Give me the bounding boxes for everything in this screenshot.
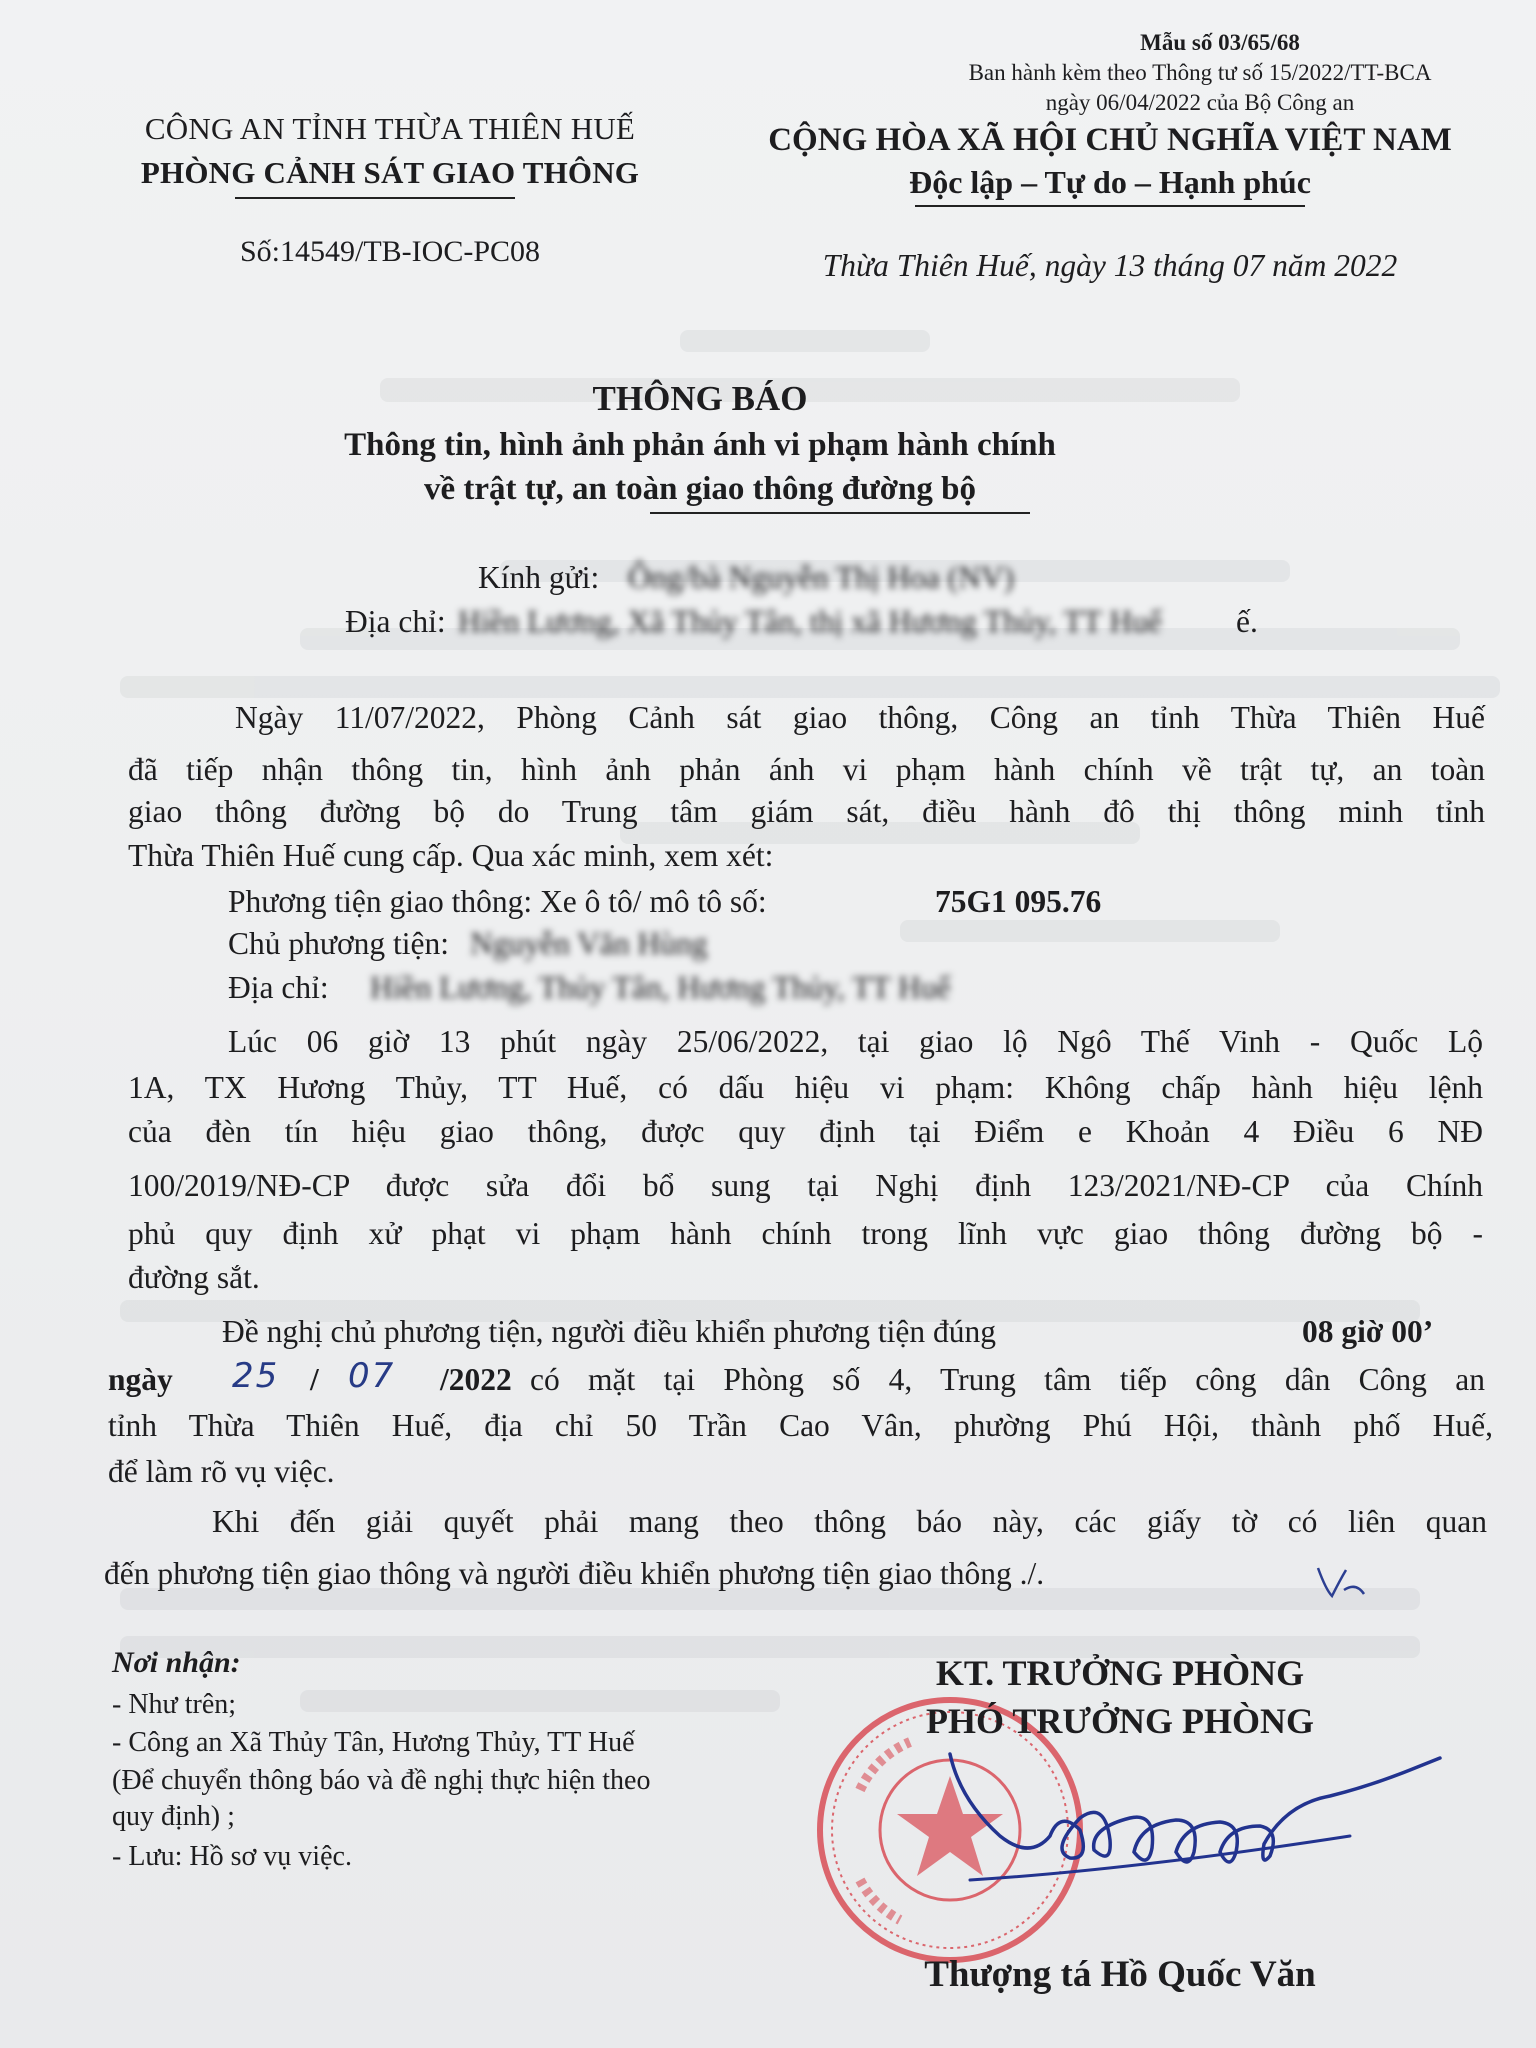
recipients-heading: Nơi nhận: — [112, 1646, 241, 1679]
form-number: Mẫu số 03/65/68 — [1140, 30, 1300, 55]
vehicle-label: Phương tiện giao thông: Xe ô tô/ mô tô số: — [228, 884, 767, 919]
nation-title: CỘNG HÒA XÃ HỘI CHỦ NGHĨA VIỆT NAM — [768, 122, 1452, 158]
owner-address-value: Hiền Lương, Thủy Tân, Hương Thủy, TT Huế — [370, 970, 951, 1005]
doc-subtitle-line1: Thông tin, hình ảnh phản ánh vi phạm hành chính — [344, 427, 1056, 463]
place-date: Thừa Thiên Huế, ngày 13 tháng 07 năm 2022 — [822, 248, 1398, 283]
initials-mark — [1312, 1560, 1372, 1604]
vehicle-plate: 75G1 095.76 — [935, 884, 1102, 919]
p3-date-slash: / — [310, 1362, 319, 1397]
p3-line-1-text: Đề nghị chủ phương tiện, người điều khiển phương tiện đúng — [222, 1314, 996, 1349]
form-issued-line1: Ban hành kèm theo Thông tư số 15/2022/TT-BCA — [968, 60, 1432, 85]
owner-address-label: Địa chỉ: — [228, 970, 329, 1005]
p1-last-line: Thừa Thiên Huế cung cấp. Qua xác minh, xem xét: — [128, 838, 774, 873]
form-issued-line2: ngày 06/04/2022 của Bộ Công an — [1045, 90, 1355, 115]
recipient-item: - Như trên; — [112, 1689, 237, 1720]
p1-line-3: giao thông đường bộ do Trung tâm giám sát, điều hành đô thị thông minh tỉnh — [128, 794, 1485, 829]
agency-parent: CÔNG AN TỈNH THỪA THIÊN HUẾ — [144, 111, 636, 146]
p3-ngay: ngày — [108, 1362, 173, 1397]
p3-last-line: để làm rõ vụ việc. — [108, 1454, 335, 1489]
motto-underline — [915, 205, 1305, 207]
addressee-to-label: Kính gửi: — [478, 560, 600, 595]
owner-label: Chủ phương tiện: — [228, 926, 449, 961]
doc-title: THÔNG BÁO — [592, 379, 808, 418]
motto: Độc lập – Tự do – Hạnh phúc — [909, 164, 1311, 200]
p2-line-2: 1A, TX Hương Thủy, TT Huế, có dấu hiệu vi phạm: Không chấp hành hiệu lệnh — [128, 1070, 1483, 1105]
recipient-item: (Để chuyển thông báo và đề nghị thực hiện theo — [112, 1765, 651, 1796]
p4-last-line: đến phương tiện giao thông và người điều khiển phương tiện giao thông ./. — [104, 1556, 1045, 1591]
doc-number: Số:14549/TB-IOC-PC08 — [239, 235, 541, 268]
p3-appointment-time: 08 giờ 00’ — [1302, 1314, 1434, 1349]
addressee-address-value: Hiền Lương, Xã Thủy Tân, thị xã Hương Thủy, TT Huế — [458, 604, 1162, 639]
recipient-item: - Công an Xã Thủy Tân, Hương Thủy, TT Huế — [112, 1727, 635, 1758]
doc-subtitle-line2: về trật tự, an toàn giao thông đường bộ — [423, 471, 976, 507]
p2-line-5: phủ quy định xử phạt vi phạm hành chính trong lĩnh vực giao thông đường bộ - — [128, 1216, 1483, 1251]
p3-year: /2022 — [440, 1362, 512, 1397]
handwritten-signature — [930, 1740, 1450, 1900]
signer-name: Thượng tá Hồ Quốc Văn — [924, 1954, 1316, 1995]
p2-last-line: đường sắt. — [128, 1260, 260, 1295]
recipient-item: - Lưu: Hồ sơ vụ việc. — [112, 1841, 352, 1872]
p1-line-2: đã tiếp nhận thông tin, hình ảnh phản ánh vi phạm hành chính về trật tự, an toàn — [128, 752, 1485, 787]
addressee-to-value: Ông/bà Nguyễn Thị Hoa (NV) — [628, 560, 1015, 595]
p1-line-1: Ngày 11/07/2022, Phòng Cảnh sát giao thông, Công an tỉnh Thừa Thiên Huế — [235, 700, 1485, 735]
p3-line-3: tỉnh Thừa Thiên Huế, địa chỉ 50 Trần Cao Vân, phường Phú Hội, thành phố Huế, — [108, 1408, 1493, 1443]
p2-line-4: 100/2019/NĐ-CP được sửa đổi bổ sung tại Nghị định 123/2021/NĐ-CP của Chính — [128, 1168, 1483, 1203]
addressee-address-label: Địa chỉ: — [345, 604, 446, 639]
p4-line-1: Khi đến giải quyết phải mang theo thông báo này, các giấy tờ có liên quan — [212, 1504, 1487, 1539]
p3-handwritten-day: 25 — [232, 1356, 280, 1396]
agency-name: PHÒNG CẢNH SÁT GIAO THÔNG — [140, 155, 640, 190]
p2-line-1: Lúc 06 giờ 13 phút ngày 25/06/2022, tại giao lộ Ngô Thế Vinh - Quốc Lộ — [228, 1024, 1483, 1059]
signature-title-line1: KT. TRƯỞNG PHÒNG — [935, 1653, 1305, 1693]
subtitle-underline — [650, 512, 1030, 514]
agency-underline — [235, 197, 515, 199]
p3-handwritten-month: 07 — [348, 1356, 396, 1396]
p2-line-3: của đèn tín hiệu giao thông, được quy định tại Điểm e Khoản 4 Điều 6 NĐ — [128, 1114, 1483, 1149]
owner-value: Nguyễn Văn Hùng — [470, 926, 708, 961]
signature-title-line2: PHÓ TRƯỞNG PHÒNG — [925, 1701, 1314, 1741]
p3-line-2-rest: có mặt tại Phòng số 4, Trung tâm tiếp công dân Công an — [530, 1362, 1485, 1397]
recipient-item: quy định) ; — [112, 1801, 235, 1832]
addressee-address-end: ế. — [1236, 604, 1258, 639]
